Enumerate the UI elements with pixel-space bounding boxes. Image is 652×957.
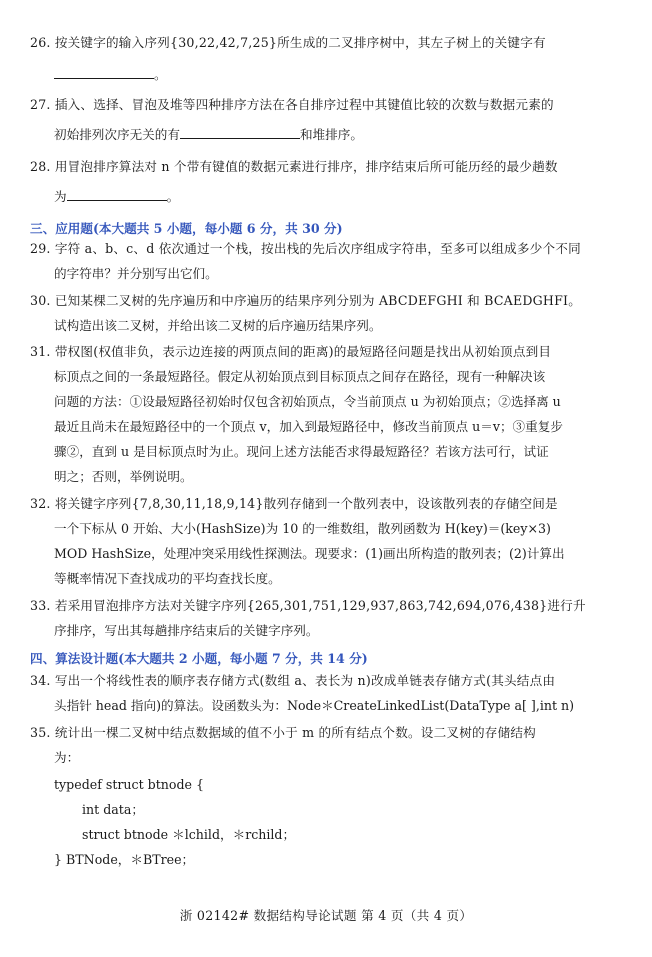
question-31-line4: 最近且尚未在最短路径中的一个顶点 v，加入到最短路径中，修改当前顶点 u＝v；③重复步 [54, 419, 563, 434]
question-27-text: 27. 插入、选择、冒泡及堆等四种排序方法在各自排序过程中其键值比较的次数与数据元素的 [30, 97, 554, 112]
question-30-line2: 试构造出该二叉树，并给出该二叉树的后序遍历结果序列。 [54, 318, 382, 333]
question-26 [30, 30, 620, 55]
question-28-start: 为 [54, 189, 67, 204]
question-35-line1: 35. 统计出一棵二叉树中结点数据域的值不小于 m 的所有结点个数。设二叉树的存储结构 [30, 725, 536, 740]
page-footer: 浙 02142# 数据结构导论试题 第 4 页（共 4 页） [179, 908, 473, 923]
question-33-line2: 序排序，写出其每趟排序结束后的关键字序列。 [54, 623, 319, 638]
question-33 [30, 593, 620, 618]
question-27-end: 和堆排序。 [299, 127, 363, 142]
question-28-line2 [54, 184, 620, 209]
code-line-2: int data； [82, 802, 144, 817]
question-26-text: 26. 按关键字的输入序列{30,22,42,7,25}所生成的二叉排序树中，其左子树上的关键字有 [30, 35, 546, 50]
question-29-line1: 29. 字符 a、b、c、d 依次通过一个栈，按出栈的先后次序组成字符串，至多可以组成多少个不同 [30, 241, 581, 256]
question-29-line2: 的字符串？并分别写出它们。 [54, 266, 218, 281]
question-31-line5: 骤②，直到 u 是目标顶点时为止。现问上述方法能否求得最短路径？若该方法可行，试证 [54, 444, 549, 459]
question-31-line6: 明之；否则，举例说明。 [54, 469, 193, 484]
code-line-4: } BTNode，＊BTree； [54, 852, 195, 867]
question-31-line2: 标顶点之间的一条最短路径。假定从初始顶点到目标顶点之间存在路径，现有一种解决该 [54, 369, 546, 384]
question-28-end: 。 [166, 189, 180, 204]
question-35-line2: 为： [54, 750, 80, 765]
question-28-text: 28. 用冒泡排序算法对 n 个带有键值的数据元素进行排序，排序结束后所可能历经的最少趟数 [30, 159, 558, 174]
code-line-3: struct btnode ＊lchild，＊rchild； [82, 827, 296, 842]
question-33-line1: 33. 若采用冒泡排序方法对关键字序列{265,301,751,129,937,863,742,694,076,438}进行升 [30, 598, 586, 613]
question-35 [30, 720, 620, 745]
answer-blank-26[interactable] [54, 64, 154, 79]
answer-blank-27[interactable] [180, 124, 300, 139]
question-27-line2 [54, 122, 620, 147]
question-32-line2: 一个下标从 0 开始、大小(HashSize)为 10 的一维数组，散列函数为 H(key)＝(key×3) [54, 521, 551, 536]
question-31 [30, 339, 620, 364]
question-32-line4: 等概率情况下查找成功的平均查找长度。 [54, 571, 281, 586]
question-30 [30, 288, 620, 313]
question-26-answer-line [54, 62, 620, 87]
question-32-line3: MOD HashSize，处理冲突采用线性探测法。现要求：(1)画出所构造的散列表；(2)计算出 [54, 546, 565, 561]
question-29 [30, 236, 620, 261]
question-34 [30, 668, 620, 693]
question-34-line2: 头指针 head 指向)的算法。设函数头为：Node＊CreateLinkedList(DataType a[ ],int n) [54, 698, 575, 713]
question-28 [30, 154, 620, 179]
code-line-1: typedef struct btnode { [54, 777, 204, 792]
question-30-line1: 30. 已知某棵二叉树的先序遍历和中序遍历的结果序列分别为 ABCDEFGHI 和 BCAEDGHFI。 [30, 293, 582, 308]
question-31-line1: 31. 带权图(权值非负，表示边连接的两顶点间的距离)的最短路径问题是找出从初始顶点到目 [30, 344, 552, 359]
question-32-line1: 32. 将关键字序列{7,8,30,11,18,9,14}散列存储到一个散列表中，设该散列表的存储空间是 [30, 496, 558, 511]
answer-blank-28[interactable] [67, 186, 167, 201]
question-34-line1: 34. 写出一个将线性表的顺序表存储方式(数组 a、表长为 n)改成单链表存储方式(其头结点由 [30, 673, 556, 688]
question-27 [30, 92, 620, 117]
question-26-end: 。 [154, 67, 167, 82]
question-27-start: 初始排列次序无关的有 [54, 127, 180, 142]
section-4-heading: 四、算法设计题(本大题共 2 小题，每小题 7 分，共 14 分) [30, 651, 368, 666]
section-3-heading: 三、应用题(本大题共 5 小题，每小题 6 分，共 30 分) [30, 221, 343, 236]
question-31-line3: 问题的方法：①设最短路径初始时仅包含初始顶点，令当前顶点 u 为初始顶点；②选择离 u [54, 394, 561, 409]
question-32 [30, 491, 620, 516]
